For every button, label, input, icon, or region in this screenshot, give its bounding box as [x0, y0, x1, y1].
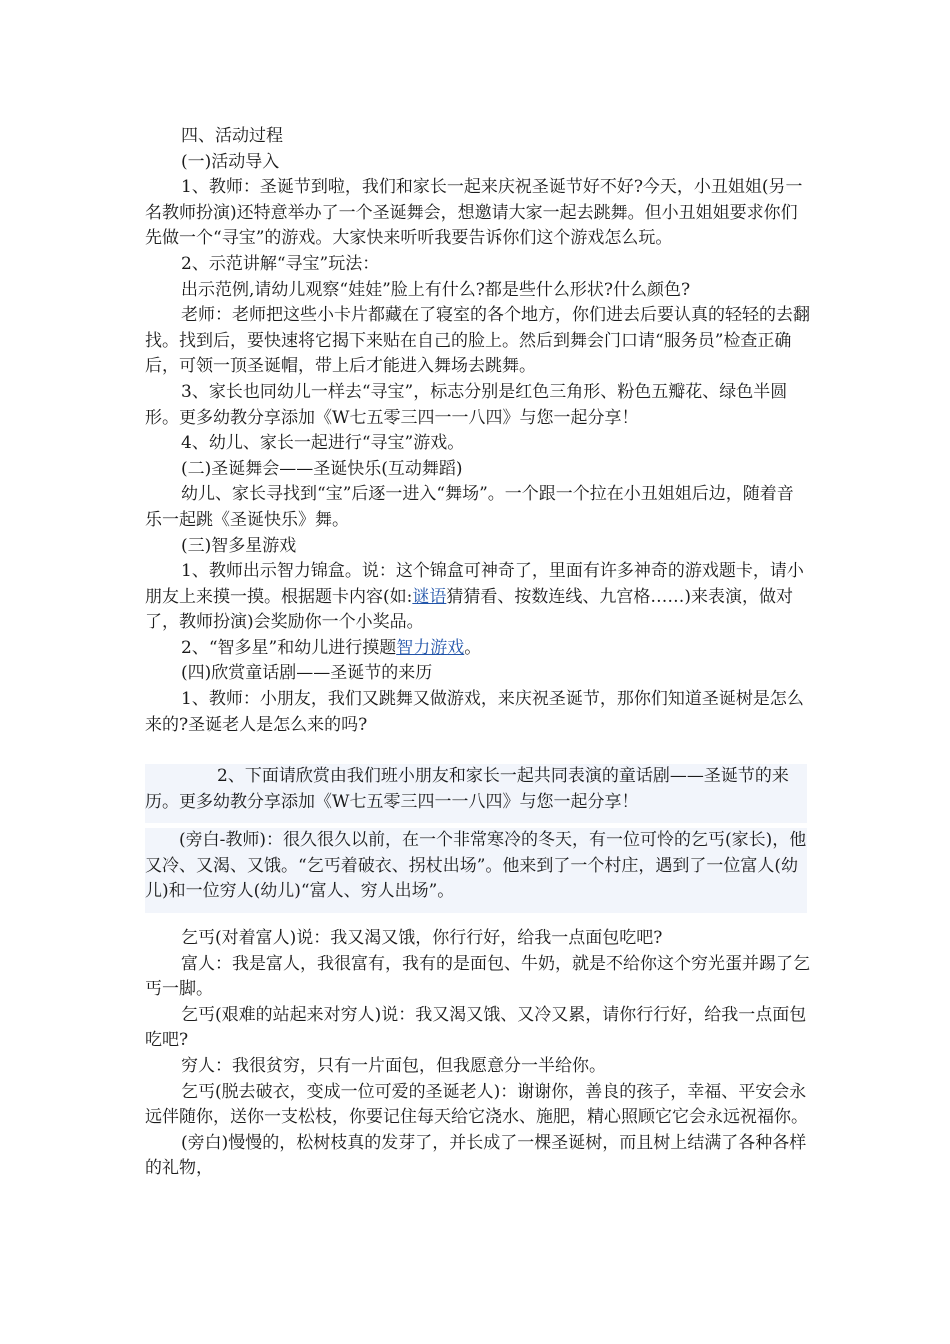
play-dialogue-section [145, 926, 810, 1182]
puzzle-game-link[interactable]: 智力游戏 [396, 637, 465, 658]
subheading-intro: (一)活动导入 [181, 151, 280, 172]
paragraph-parents-treasure: 3、家长也同幼儿一样去“寻宝”，标志分别是红色三角形、粉色五瓣花、绿色半圆形。更多幼教分享添加《W七五零三四一一八四》与您一起分享！ [145, 381, 788, 428]
paragraph-santa-reveal: 乞丐(脱去破衣，变成一位可爱的圣诞老人)：谢谢你，善良的孩子，幸福、平安会永远伴随你，送你一支松枝，你要记住每天给它浇水、施肥，精心照顾它它会永远祝福你。 [145, 1081, 808, 1128]
game-text-b: 。 [464, 637, 482, 658]
subheading-fairy-play: (四)欣赏童话剧——圣诞节的来历 [181, 663, 433, 684]
paragraph-poor-reply: 穷人：我很贫穷，只有一片面包，但我愿意分一半给你。 [181, 1055, 606, 1076]
riddle-link[interactable]: 谜语 [412, 586, 447, 607]
paragraph-narration: (旁白-教师)：很久很久以前，在一个非常寒冷的冬天，有一位可怜的乞丐(家长)，他又冷、又渴、又饿。“乞丐着破衣、拐杖出场”。他来到了一个村庄，遇到了一位富人(幼儿)和一位穷人(幼儿)“富人、穷人出场”。 [145, 830, 807, 902]
paragraph-treasure-game: 4、幼儿、家长一起进行“寻宝”游戏。 [181, 433, 465, 454]
subheading-puzzle-game: (三)智多星游戏 [181, 535, 297, 556]
paragraph-beggar-to-poor: 乞丐(艰难的站起来对穷人)说：我又渴又饿、又冷又累，请你行行好，给我一点面包吃吧? [145, 1004, 807, 1051]
paragraph-watch-play: 2、下面请欣赏由我们班小朋友和家长一起共同表演的童话剧——圣诞节的来历。更多幼教分享添加《W七五零三四一一八四》与您一起分享！ [145, 766, 789, 812]
paragraph-teacher-question: 1、教师：小朋友，我们又跳舞又做游戏，来庆祝圣诞节，那你们知道圣诞树是怎么来的?圣诞老人是怎么来的吗? [145, 689, 804, 735]
paragraph-show-sample: 出示范例,请幼儿观察“娃娃”脸上有什么?都是些什么形状?什么颜色? [181, 279, 691, 300]
subheading-christmas-dance: (二)圣诞舞会——圣诞快乐(互动舞蹈) [181, 458, 463, 479]
shaded-block-1 [145, 764, 807, 823]
paragraph-tree-grows: (旁白)慢慢的，松树枝真的发芽了，并长成了一棵圣诞树，而且树上结满了各种各样的礼物， [145, 1132, 807, 1179]
paragraph-puzzle-box [145, 559, 810, 636]
paragraph-dance: 幼儿、家长寻找到“宝”后逐一进入“舞场”。一个跟一个拉在小丑姐姐后边，随着音乐一起跳《圣诞快乐》舞。 [145, 484, 794, 530]
shaded-block-2 [145, 828, 807, 913]
paragraph-beggar-to-rich: 乞丐(对着富人)说：我又渴又饿，你行行好，给我一点面包吃吧? [181, 928, 663, 948]
game-text-a: 2、“智多星”和幼儿进行摸题 [181, 637, 397, 658]
paragraph-demo-title: 2、示范讲解“寻宝”玩法： [181, 253, 380, 274]
puzzle-text-b: 猜猜看、按数连线、九宫格……)来表演，做对了，教师扮演)会奖励你一个小奖品。 [145, 586, 793, 633]
puzzle-text-a: 1、教师出示智力锦盒。说：这个锦盒可神奇了，里面有许多神奇的游戏题卡，请小朋友上来摸一摸。根据题卡内容(如: [145, 561, 804, 607]
paragraph-puzzle-game [145, 636, 810, 662]
paragraph-rich-reply: 富人：我是富人，我很富有，我有的是面包、牛奶，就是不给你这个穷光蛋并踢了乞丐一脚。 [145, 953, 810, 1000]
paragraph-teacher-hide-cards: 老师：老师把这些小卡片都藏在了寝室的各个地方，你们进去后要认真的轻轻的去翻找。找到后，要快速将它揭下来贴在自己的脸上。然后到舞会门口请“服务员”检查正确后，可领一顶圣诞帽，带上后才能进入舞场去跳舞。 [145, 305, 810, 377]
activity-process-section [145, 124, 810, 738]
paragraph-teacher-intro: 1、教师：圣诞节到啦，我们和家长一起来庆祝圣诞节好不好?今天，小丑姐姐(另一名教师扮演)还特意举办了一个圣诞舞会，想邀请大家一起去跳舞。但小丑姐姐要求你们先做一个“寻宝”的游戏。大家快来听听我要告诉你们这个游戏怎么玩。 [145, 177, 803, 249]
heading-activity-process: 四、活动过程 [181, 126, 283, 146]
